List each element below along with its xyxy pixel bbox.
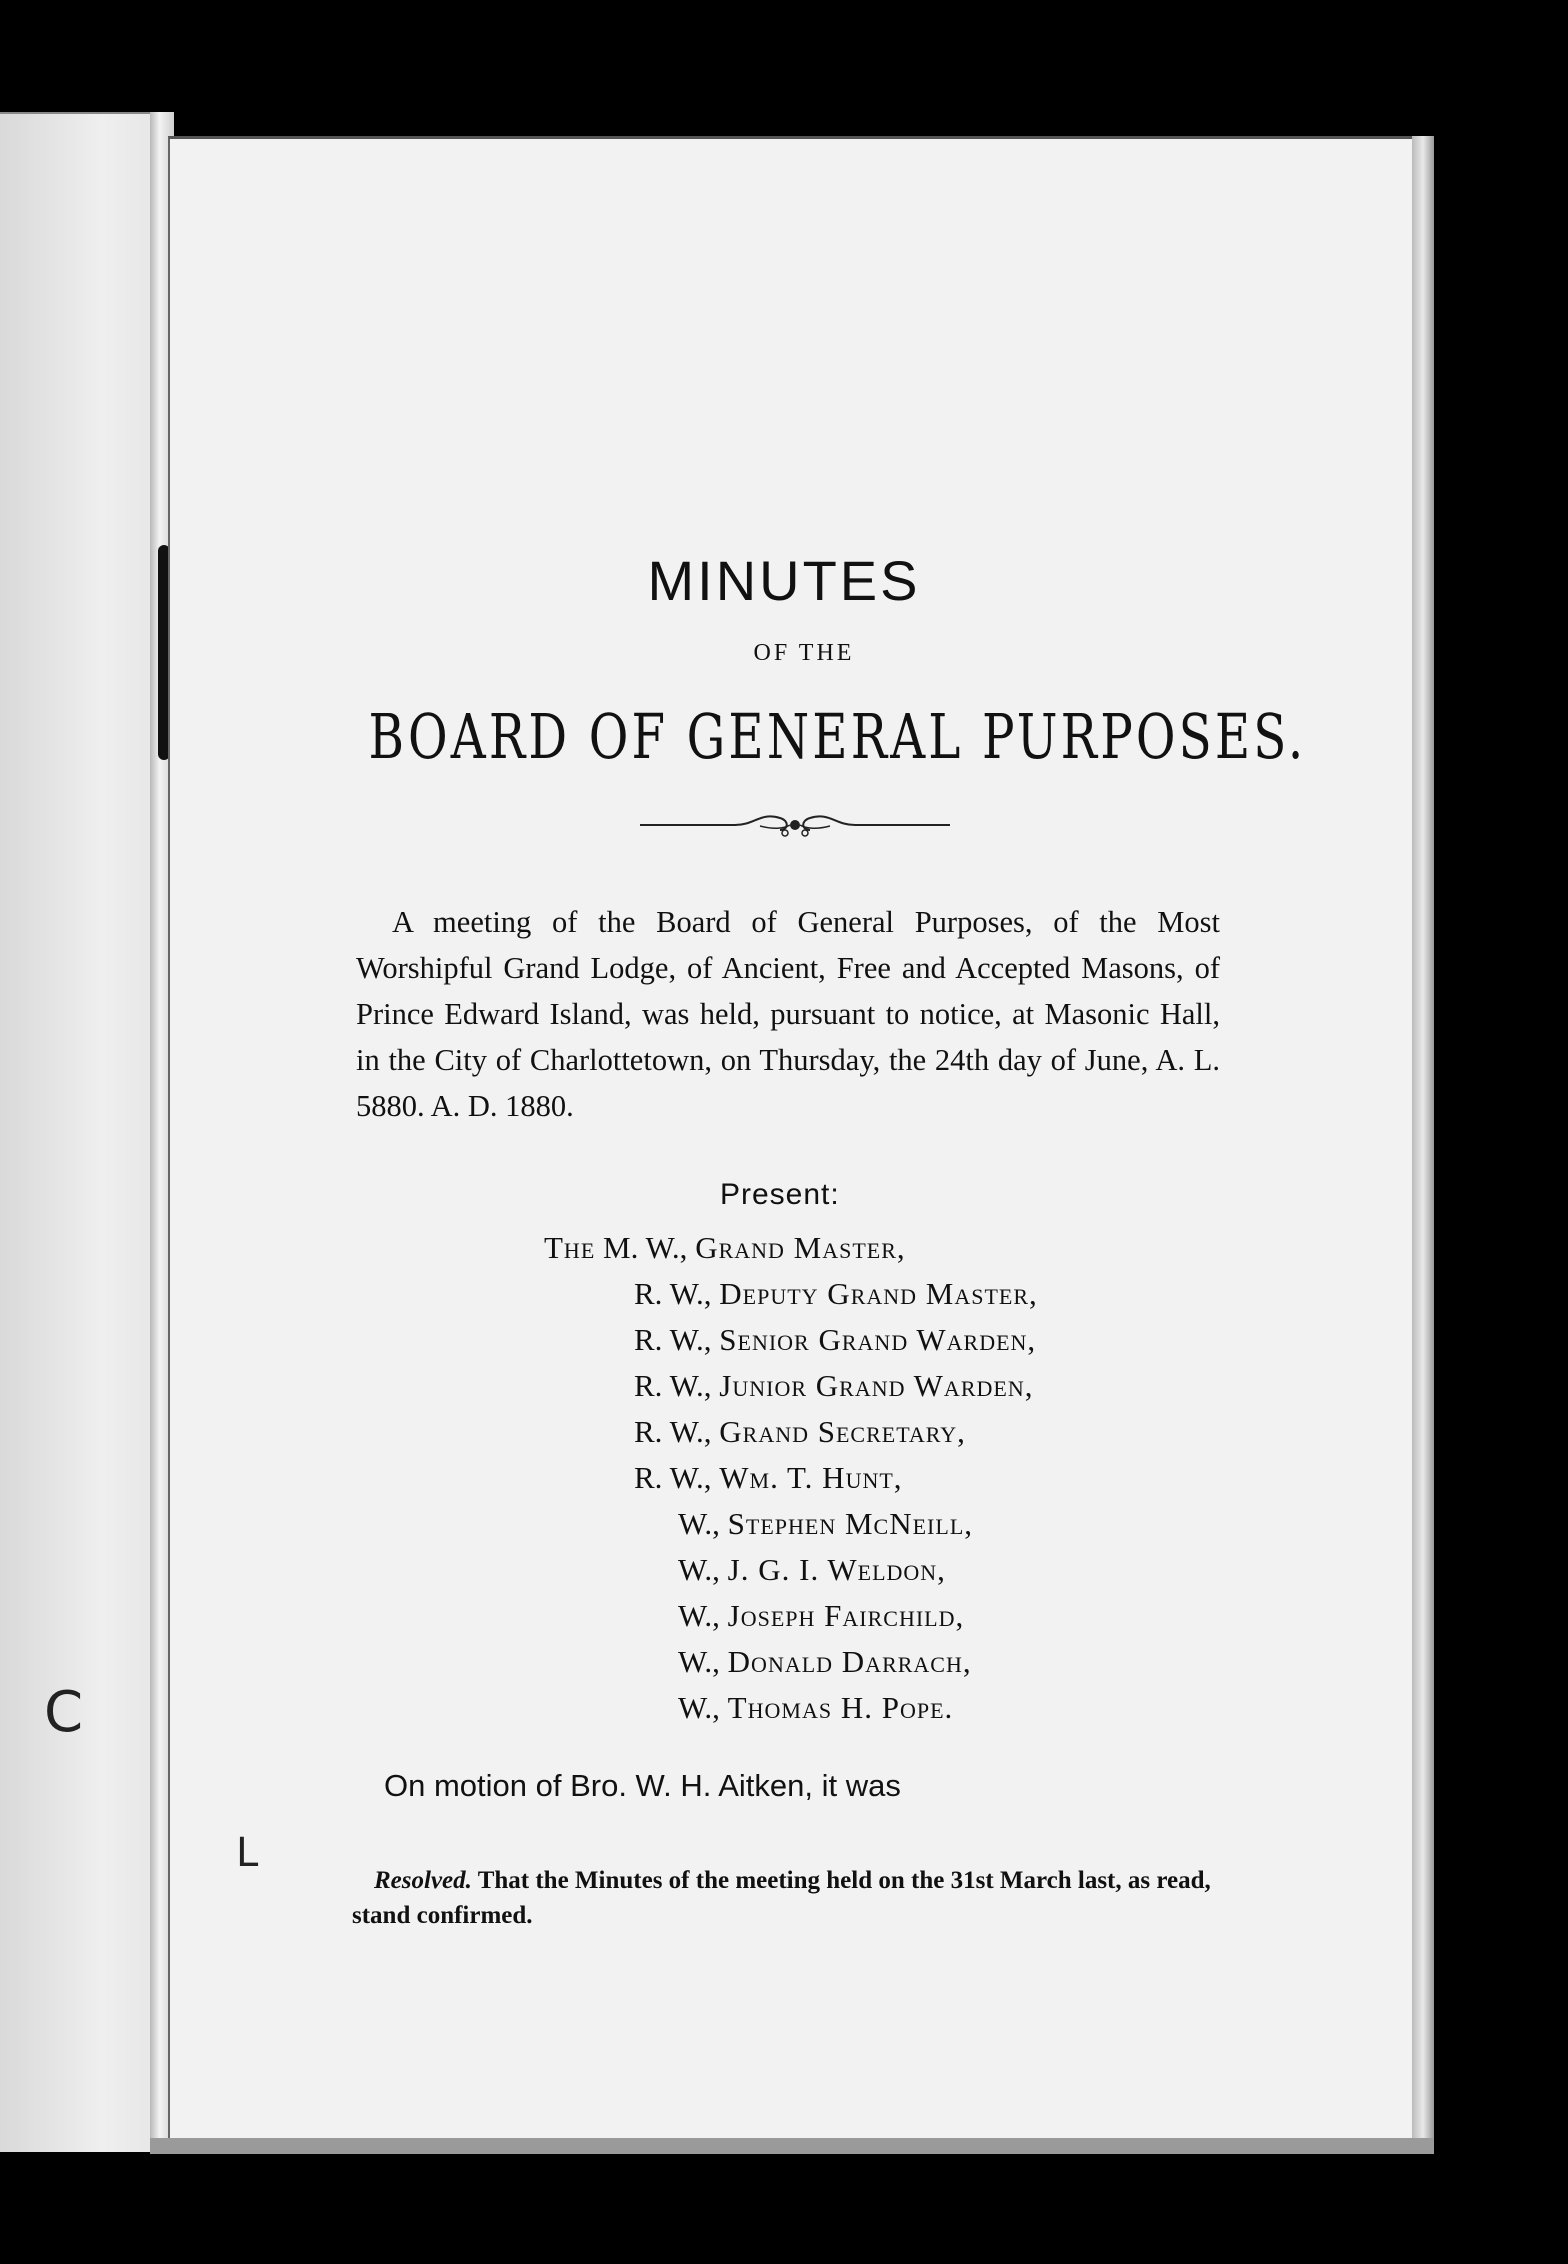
attendee-name: Deputy Grand Master, — [719, 1276, 1038, 1311]
attendee-row — [634, 1414, 966, 1450]
resolution-paragraph — [352, 1863, 1222, 1933]
attendee-row — [544, 1230, 906, 1266]
attendee-prefix: The — [544, 1230, 596, 1265]
resolved-lead: Resolved. — [374, 1867, 472, 1894]
attendee-name: Donald Darrach, — [727, 1644, 972, 1679]
present-heading: Present: — [720, 1178, 840, 1211]
page-heading-board: BOARD OF GENERAL PURPOSES. — [368, 700, 1307, 773]
attendee-row — [678, 1644, 972, 1680]
attendee-rank: W., — [678, 1506, 720, 1541]
attendee-rank: R. W., — [634, 1322, 712, 1357]
attendee-name: Stephen McNeill, — [727, 1506, 974, 1541]
attendee-row — [678, 1690, 953, 1726]
attendee-name: Grand Master, — [695, 1230, 906, 1265]
page-title: MINUTES — [647, 549, 921, 612]
attendee-row — [634, 1368, 1033, 1404]
attendee-rank: R. W., — [634, 1368, 712, 1403]
attendee-rank: W., — [678, 1644, 720, 1679]
motion-line: On motion of Bro. W. H. Aitken, it was — [384, 1768, 901, 1803]
attendee-row — [678, 1552, 946, 1588]
attendee-rank: W., — [678, 1690, 720, 1725]
page-subtitle-of-the: OF THE — [753, 640, 855, 666]
ornament-divider — [640, 800, 950, 850]
attendee-row — [678, 1506, 973, 1542]
attendee-rank: R. W., — [634, 1276, 712, 1311]
margin-corner-mark: L — [236, 1830, 259, 1876]
attendee-rank: R. W., — [634, 1460, 712, 1495]
attendee-rank: W., — [678, 1552, 720, 1587]
left-page — [0, 112, 172, 2152]
attendee-rank: W., — [678, 1598, 720, 1633]
document-page — [168, 136, 1420, 2145]
page-bottom-edge — [150, 2138, 1434, 2154]
attendee-row — [634, 1460, 903, 1496]
attendee-row — [634, 1276, 1038, 1312]
attendee-name: Thomas H. Pope. — [727, 1690, 954, 1725]
attendee-rank: M. W., — [603, 1230, 688, 1265]
attendee-row — [634, 1322, 1036, 1358]
attendee-name: Senior Grand Warden, — [719, 1322, 1037, 1357]
resolution-text: That the Minutes of the meeting held on the 31st March last, as read, stand confirmed. — [352, 1867, 1211, 1929]
page-edge — [1412, 136, 1434, 2142]
attendee-row — [678, 1598, 964, 1634]
attendee-rank: R. W., — [634, 1414, 712, 1449]
meeting-intro-paragraph: A meeting of the Board of General Purposes, of the Most Worshipful Grand Lodge, of Ancient, Free and Accepted Masons, of Prince Edward Island, was held, pursuant to notice, at Masonic Hall, in the City of Charlottetown, on Thursday, the 24th day of June, A. L. 5880. A. D. 1880. — [356, 904, 1220, 1123]
attendee-name: Wm. T. Hunt, — [719, 1460, 903, 1495]
attendee-name: Joseph Fairchild, — [727, 1598, 965, 1633]
attendee-name: Junior Grand Warden, — [719, 1368, 1034, 1403]
margin-bracket-mark: C — [44, 1680, 84, 1745]
attendee-name: J. G. I. Weldon, — [727, 1552, 946, 1587]
attendee-name: Grand Secretary, — [719, 1414, 966, 1449]
